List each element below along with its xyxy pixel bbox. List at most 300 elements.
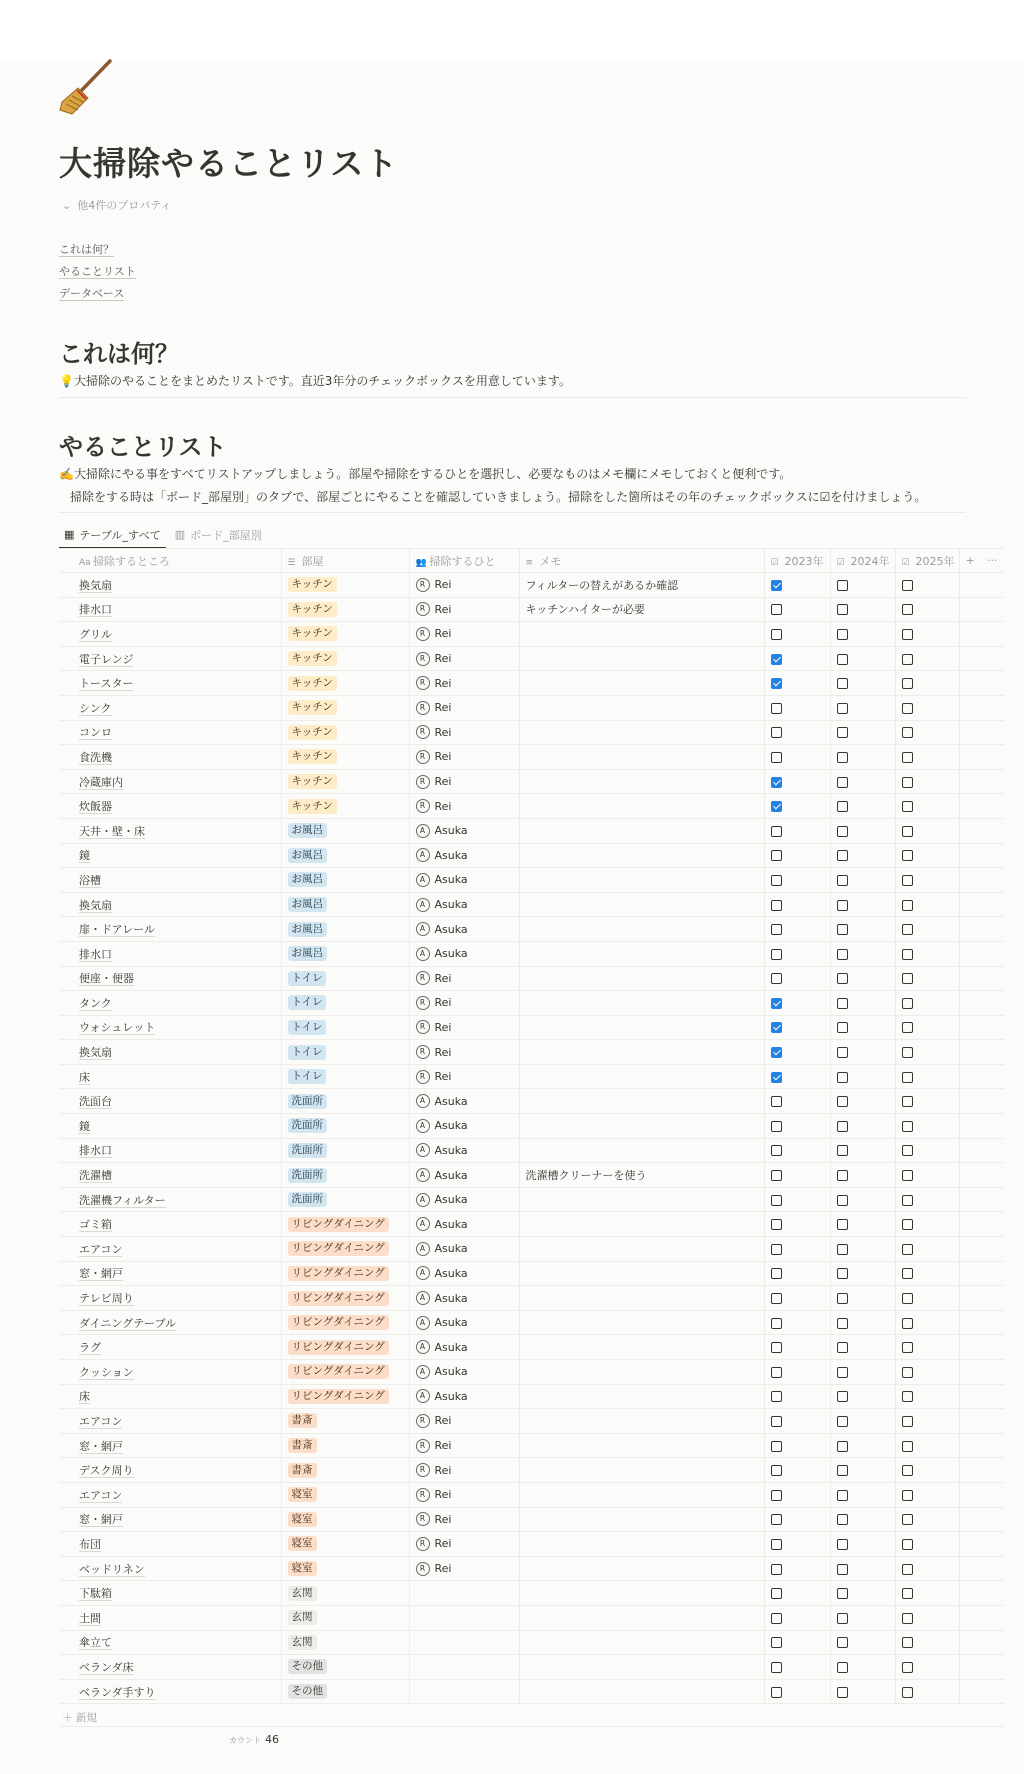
checkbox[interactable]	[837, 580, 848, 591]
person-chip[interactable]	[416, 1242, 519, 1256]
checkbox[interactable]	[837, 703, 848, 714]
table-row[interactable]	[59, 1163, 1004, 1188]
person-cell[interactable]	[409, 671, 519, 696]
memo-cell[interactable]	[519, 1089, 764, 1114]
memo-cell[interactable]	[519, 892, 764, 917]
table-row[interactable]	[59, 892, 1004, 917]
check-2024-cell[interactable]	[830, 1556, 895, 1581]
column-header-room[interactable]: ☰ 部屋	[281, 549, 409, 573]
check-2023-cell[interactable]	[764, 868, 830, 893]
check-2023-cell[interactable]	[764, 1532, 830, 1557]
memo-cell[interactable]	[519, 1237, 764, 1262]
checkbox[interactable]	[902, 1367, 913, 1378]
checkbox[interactable]	[771, 1219, 782, 1230]
check-2025-cell[interactable]	[895, 720, 959, 745]
memo-cell[interactable]	[519, 1458, 764, 1483]
check-2024-cell[interactable]	[830, 1212, 895, 1237]
name-cell[interactable]	[59, 597, 281, 622]
checkbox[interactable]	[771, 850, 782, 861]
name-cell[interactable]	[59, 1655, 281, 1680]
checkbox[interactable]	[771, 900, 782, 911]
check-2025-cell[interactable]	[895, 1187, 959, 1212]
table-row[interactable]	[59, 941, 1004, 966]
check-2024-cell[interactable]	[830, 671, 895, 696]
add-column-button[interactable]: +	[959, 549, 981, 573]
check-2024-cell[interactable]	[830, 573, 895, 598]
memo-cell[interactable]	[519, 1261, 764, 1286]
checkbox[interactable]	[902, 1687, 913, 1698]
name-cell[interactable]	[59, 1433, 281, 1458]
name-cell[interactable]	[59, 1040, 281, 1065]
table-row[interactable]	[59, 1507, 1004, 1532]
room-cell[interactable]	[281, 1360, 409, 1385]
name-cell[interactable]	[59, 720, 281, 745]
check-2023-cell[interactable]	[764, 769, 830, 794]
person-chip[interactable]	[416, 1439, 519, 1453]
checkbox[interactable]	[902, 1318, 913, 1329]
person-cell[interactable]	[409, 892, 519, 917]
checkbox[interactable]	[837, 1342, 848, 1353]
name-cell[interactable]	[59, 1458, 281, 1483]
more-options-button[interactable]: ···	[981, 549, 1004, 573]
check-2024-cell[interactable]	[830, 1360, 895, 1385]
checkbox[interactable]	[902, 1441, 913, 1452]
check-2023-cell[interactable]	[764, 573, 830, 598]
name-cell[interactable]	[59, 1482, 281, 1507]
check-2024-cell[interactable]	[830, 1409, 895, 1434]
checkbox[interactable]	[837, 1096, 848, 1107]
checkbox[interactable]	[837, 826, 848, 837]
check-2025-cell[interactable]	[895, 991, 959, 1016]
room-cell[interactable]	[281, 1114, 409, 1139]
checkbox[interactable]	[837, 1613, 848, 1624]
memo-cell[interactable]	[519, 1605, 764, 1630]
checkbox[interactable]	[771, 777, 782, 788]
memo-cell[interactable]	[519, 1064, 764, 1089]
check-2024-cell[interactable]	[830, 1605, 895, 1630]
checkbox[interactable]	[771, 1022, 782, 1033]
check-2025-cell[interactable]	[895, 1138, 959, 1163]
check-2024-cell[interactable]	[830, 1532, 895, 1557]
check-2025-cell[interactable]	[895, 1335, 959, 1360]
check-2023-cell[interactable]	[764, 1335, 830, 1360]
check-2023-cell[interactable]	[764, 1212, 830, 1237]
table-row[interactable]	[59, 646, 1004, 671]
person-cell[interactable]	[409, 1114, 519, 1139]
name-cell[interactable]	[59, 769, 281, 794]
checkbox[interactable]	[837, 1490, 848, 1501]
table-row[interactable]	[59, 745, 1004, 770]
room-cell[interactable]	[281, 1163, 409, 1188]
check-2025-cell[interactable]	[895, 1384, 959, 1409]
check-2023-cell[interactable]	[764, 917, 830, 942]
room-cell[interactable]	[281, 769, 409, 794]
check-2023-cell[interactable]	[764, 1015, 830, 1040]
checkbox[interactable]	[902, 826, 913, 837]
check-2023-cell[interactable]	[764, 1261, 830, 1286]
person-cell[interactable]	[409, 1089, 519, 1114]
room-cell[interactable]	[281, 597, 409, 622]
room-cell[interactable]	[281, 1212, 409, 1237]
checkbox[interactable]	[902, 1588, 913, 1599]
person-cell[interactable]	[409, 1360, 519, 1385]
check-2024-cell[interactable]	[830, 1335, 895, 1360]
checkbox[interactable]	[902, 973, 913, 984]
person-chip[interactable]	[416, 799, 519, 813]
checkbox[interactable]	[902, 1564, 913, 1575]
check-2025-cell[interactable]	[895, 843, 959, 868]
checkbox[interactable]	[771, 1121, 782, 1132]
checkbox[interactable]	[771, 629, 782, 640]
new-row-button[interactable]: ＋ 新規	[62, 1712, 97, 1724]
checkbox[interactable]	[771, 703, 782, 714]
table-row[interactable]	[59, 1556, 1004, 1581]
checkbox[interactable]	[837, 1564, 848, 1575]
check-2023-cell[interactable]	[764, 1433, 830, 1458]
check-2023-cell[interactable]	[764, 843, 830, 868]
person-chip[interactable]	[416, 1537, 519, 1551]
person-chip[interactable]	[416, 1414, 519, 1428]
checkbox[interactable]	[902, 801, 913, 812]
memo-cell[interactable]	[519, 1384, 764, 1409]
memo-cell[interactable]	[519, 917, 764, 942]
check-2023-cell[interactable]	[764, 1237, 830, 1262]
check-2024-cell[interactable]	[830, 1015, 895, 1040]
name-cell[interactable]	[59, 1237, 281, 1262]
checkbox[interactable]	[837, 1072, 848, 1083]
tab-table-all[interactable]: ▦ テーブル_すべて	[59, 522, 166, 549]
checkbox[interactable]	[771, 1293, 782, 1304]
room-cell[interactable]	[281, 1089, 409, 1114]
room-cell[interactable]	[281, 646, 409, 671]
check-2024-cell[interactable]	[830, 1581, 895, 1606]
name-cell[interactable]	[59, 1163, 281, 1188]
check-2025-cell[interactable]	[895, 1482, 959, 1507]
memo-cell[interactable]	[519, 1679, 764, 1704]
checkbox[interactable]	[902, 1244, 913, 1255]
name-cell[interactable]	[59, 671, 281, 696]
checkbox[interactable]	[902, 949, 913, 960]
room-cell[interactable]	[281, 1507, 409, 1532]
check-2023-cell[interactable]	[764, 720, 830, 745]
name-cell[interactable]	[59, 1630, 281, 1655]
name-cell[interactable]	[59, 1605, 281, 1630]
table-row[interactable]	[59, 1310, 1004, 1335]
room-cell[interactable]	[281, 892, 409, 917]
toc-link[interactable]: やることリスト	[59, 265, 136, 278]
room-cell[interactable]	[281, 917, 409, 942]
checkbox[interactable]	[902, 580, 913, 591]
person-cell[interactable]	[409, 646, 519, 671]
memo-cell[interactable]	[519, 1015, 764, 1040]
checkbox[interactable]	[771, 1637, 782, 1648]
room-cell[interactable]	[281, 1261, 409, 1286]
check-2025-cell[interactable]	[895, 622, 959, 647]
checkbox[interactable]	[902, 1072, 913, 1083]
name-cell[interactable]	[59, 794, 281, 819]
checkbox[interactable]	[837, 752, 848, 763]
person-cell[interactable]	[409, 1187, 519, 1212]
check-2025-cell[interactable]	[895, 1212, 959, 1237]
person-cell[interactable]	[409, 991, 519, 1016]
check-2025-cell[interactable]	[895, 1655, 959, 1680]
person-chip[interactable]	[416, 1193, 519, 1207]
person-cell[interactable]	[409, 1581, 519, 1606]
table-row[interactable]	[59, 818, 1004, 843]
check-2025-cell[interactable]	[895, 745, 959, 770]
checkbox[interactable]	[771, 924, 782, 935]
checkbox[interactable]	[771, 801, 782, 812]
checkbox[interactable]	[837, 678, 848, 689]
table-row[interactable]	[59, 1237, 1004, 1262]
checkbox[interactable]	[902, 1268, 913, 1279]
checkbox[interactable]	[902, 629, 913, 640]
checkbox[interactable]	[837, 777, 848, 788]
check-2023-cell[interactable]	[764, 941, 830, 966]
check-2023-cell[interactable]	[764, 966, 830, 991]
person-chip[interactable]	[416, 824, 519, 838]
checkbox[interactable]	[837, 629, 848, 640]
table-row[interactable]	[59, 671, 1004, 696]
person-chip[interactable]	[416, 1119, 519, 1133]
person-cell[interactable]	[409, 1482, 519, 1507]
checkbox[interactable]	[837, 900, 848, 911]
room-cell[interactable]	[281, 720, 409, 745]
person-chip[interactable]	[416, 1020, 519, 1034]
check-2025-cell[interactable]	[895, 1433, 959, 1458]
checkbox[interactable]	[837, 924, 848, 935]
person-chip[interactable]	[416, 1340, 519, 1354]
room-cell[interactable]	[281, 745, 409, 770]
person-cell[interactable]	[409, 1458, 519, 1483]
check-2024-cell[interactable]	[830, 1089, 895, 1114]
memo-cell[interactable]	[519, 1556, 764, 1581]
checkbox[interactable]	[771, 1072, 782, 1083]
name-cell[interactable]	[59, 1114, 281, 1139]
person-chip[interactable]	[416, 1463, 519, 1477]
check-2023-cell[interactable]	[764, 695, 830, 720]
name-cell[interactable]	[59, 1532, 281, 1557]
name-cell[interactable]	[59, 1581, 281, 1606]
checkbox[interactable]	[771, 1096, 782, 1107]
check-2023-cell[interactable]	[764, 1310, 830, 1335]
table-row[interactable]	[59, 1015, 1004, 1040]
checkbox[interactable]	[902, 1514, 913, 1525]
column-header-2023[interactable]: ☑ 2023年	[764, 549, 830, 573]
check-2023-cell[interactable]	[764, 1507, 830, 1532]
table-row[interactable]	[59, 868, 1004, 893]
table-row[interactable]	[59, 1089, 1004, 1114]
checkbox[interactable]	[837, 1662, 848, 1673]
checkbox[interactable]	[837, 801, 848, 812]
person-cell[interactable]	[409, 1286, 519, 1311]
room-cell[interactable]	[281, 991, 409, 1016]
memo-cell[interactable]	[519, 966, 764, 991]
checkbox[interactable]	[837, 1219, 848, 1230]
name-cell[interactable]	[59, 573, 281, 598]
table-row[interactable]	[59, 843, 1004, 868]
memo-cell[interactable]	[519, 1581, 764, 1606]
check-2025-cell[interactable]	[895, 917, 959, 942]
person-chip[interactable]	[416, 701, 519, 715]
person-chip[interactable]	[416, 652, 519, 666]
name-cell[interactable]	[59, 646, 281, 671]
column-header-name[interactable]: Aa 掃除するところ	[59, 549, 281, 573]
check-2023-cell[interactable]	[764, 1064, 830, 1089]
check-2023-cell[interactable]	[764, 794, 830, 819]
check-2024-cell[interactable]	[830, 1286, 895, 1311]
checkbox[interactable]	[902, 1170, 913, 1181]
table-row[interactable]	[59, 1630, 1004, 1655]
check-2024-cell[interactable]	[830, 1064, 895, 1089]
name-cell[interactable]	[59, 1679, 281, 1704]
check-2024-cell[interactable]	[830, 868, 895, 893]
memo-cell[interactable]: 洗濯槽クリーナーを使う	[519, 1163, 764, 1188]
room-cell[interactable]	[281, 1286, 409, 1311]
room-cell[interactable]	[281, 1581, 409, 1606]
checkbox[interactable]	[771, 1514, 782, 1525]
checkbox[interactable]	[837, 1293, 848, 1304]
check-2025-cell[interactable]	[895, 818, 959, 843]
checkbox[interactable]	[771, 998, 782, 1009]
table-row[interactable]	[59, 597, 1004, 622]
name-cell[interactable]	[59, 1556, 281, 1581]
checkbox[interactable]	[837, 1145, 848, 1156]
check-2024-cell[interactable]	[830, 966, 895, 991]
table-row[interactable]	[59, 1581, 1004, 1606]
check-2023-cell[interactable]	[764, 1114, 830, 1139]
name-cell[interactable]	[59, 1187, 281, 1212]
checkbox[interactable]	[837, 998, 848, 1009]
check-2024-cell[interactable]	[830, 1187, 895, 1212]
person-chip[interactable]	[416, 1094, 519, 1108]
table-row[interactable]	[59, 720, 1004, 745]
checkbox[interactable]	[902, 678, 913, 689]
name-cell[interactable]	[59, 1138, 281, 1163]
person-cell[interactable]	[409, 1310, 519, 1335]
checkbox[interactable]	[771, 1465, 782, 1476]
person-chip[interactable]	[416, 947, 519, 961]
check-2025-cell[interactable]	[895, 695, 959, 720]
check-2024-cell[interactable]	[830, 1433, 895, 1458]
check-2025-cell[interactable]	[895, 671, 959, 696]
person-chip[interactable]	[416, 1512, 519, 1526]
table-row[interactable]	[59, 1187, 1004, 1212]
check-2024-cell[interactable]	[830, 843, 895, 868]
check-2024-cell[interactable]	[830, 646, 895, 671]
check-2024-cell[interactable]	[830, 1679, 895, 1704]
memo-cell[interactable]	[519, 646, 764, 671]
name-cell[interactable]	[59, 622, 281, 647]
checkbox[interactable]	[771, 1416, 782, 1427]
room-cell[interactable]	[281, 818, 409, 843]
room-cell[interactable]	[281, 1335, 409, 1360]
check-2025-cell[interactable]	[895, 966, 959, 991]
check-2025-cell[interactable]	[895, 1556, 959, 1581]
memo-cell[interactable]	[519, 868, 764, 893]
name-cell[interactable]	[59, 1261, 281, 1286]
checkbox[interactable]	[902, 1539, 913, 1550]
table-row[interactable]	[59, 1384, 1004, 1409]
checkbox[interactable]	[771, 1318, 782, 1329]
memo-cell[interactable]: フィルターの替えがあるか確認	[519, 573, 764, 598]
room-cell[interactable]	[281, 1384, 409, 1409]
checkbox[interactable]	[902, 703, 913, 714]
room-cell[interactable]	[281, 1605, 409, 1630]
person-cell[interactable]	[409, 1655, 519, 1680]
person-chip[interactable]	[416, 1389, 519, 1403]
check-2023-cell[interactable]	[764, 1040, 830, 1065]
person-cell[interactable]	[409, 1064, 519, 1089]
check-2023-cell[interactable]	[764, 1360, 830, 1385]
checkbox[interactable]	[837, 973, 848, 984]
name-cell[interactable]	[59, 966, 281, 991]
checkbox[interactable]	[771, 1588, 782, 1599]
person-cell[interactable]	[409, 1237, 519, 1262]
person-chip[interactable]	[416, 1562, 519, 1576]
checkbox[interactable]	[771, 727, 782, 738]
checkbox[interactable]	[837, 1244, 848, 1255]
table-row[interactable]	[59, 1458, 1004, 1483]
check-2024-cell[interactable]	[830, 1655, 895, 1680]
person-cell[interactable]	[409, 1335, 519, 1360]
checkbox[interactable]	[837, 1416, 848, 1427]
check-2024-cell[interactable]	[830, 597, 895, 622]
person-chip[interactable]	[416, 1045, 519, 1059]
checkbox[interactable]	[771, 875, 782, 886]
check-2025-cell[interactable]	[895, 573, 959, 598]
checkbox[interactable]	[837, 1391, 848, 1402]
table-row[interactable]	[59, 1064, 1004, 1089]
table-row[interactable]	[59, 1482, 1004, 1507]
table-row[interactable]	[59, 1261, 1004, 1286]
checkbox[interactable]	[771, 973, 782, 984]
memo-cell[interactable]	[519, 769, 764, 794]
table-row[interactable]	[59, 1605, 1004, 1630]
check-2025-cell[interactable]	[895, 1064, 959, 1089]
checkbox[interactable]	[902, 1490, 913, 1501]
person-cell[interactable]	[409, 573, 519, 598]
table-row[interactable]	[59, 1212, 1004, 1237]
check-2025-cell[interactable]	[895, 1507, 959, 1532]
checkbox[interactable]	[771, 1367, 782, 1378]
check-2024-cell[interactable]	[830, 794, 895, 819]
check-2025-cell[interactable]	[895, 1261, 959, 1286]
check-2025-cell[interactable]	[895, 1015, 959, 1040]
name-cell[interactable]	[59, 1409, 281, 1434]
checkbox[interactable]	[902, 1145, 913, 1156]
check-2024-cell[interactable]	[830, 1384, 895, 1409]
checkbox[interactable]	[837, 1195, 848, 1206]
table-row[interactable]	[59, 1409, 1004, 1434]
check-2024-cell[interactable]	[830, 892, 895, 917]
person-cell[interactable]	[409, 941, 519, 966]
person-chip[interactable]	[416, 725, 519, 739]
table-row[interactable]	[59, 1532, 1004, 1557]
check-2023-cell[interactable]	[764, 1384, 830, 1409]
checkbox[interactable]	[837, 1318, 848, 1329]
check-2025-cell[interactable]	[895, 1581, 959, 1606]
person-cell[interactable]	[409, 1556, 519, 1581]
memo-cell[interactable]	[519, 720, 764, 745]
room-cell[interactable]	[281, 941, 409, 966]
person-cell[interactable]	[409, 597, 519, 622]
memo-cell[interactable]	[519, 991, 764, 1016]
name-cell[interactable]	[59, 917, 281, 942]
person-chip[interactable]	[416, 750, 519, 764]
memo-cell[interactable]	[519, 1212, 764, 1237]
room-cell[interactable]	[281, 794, 409, 819]
